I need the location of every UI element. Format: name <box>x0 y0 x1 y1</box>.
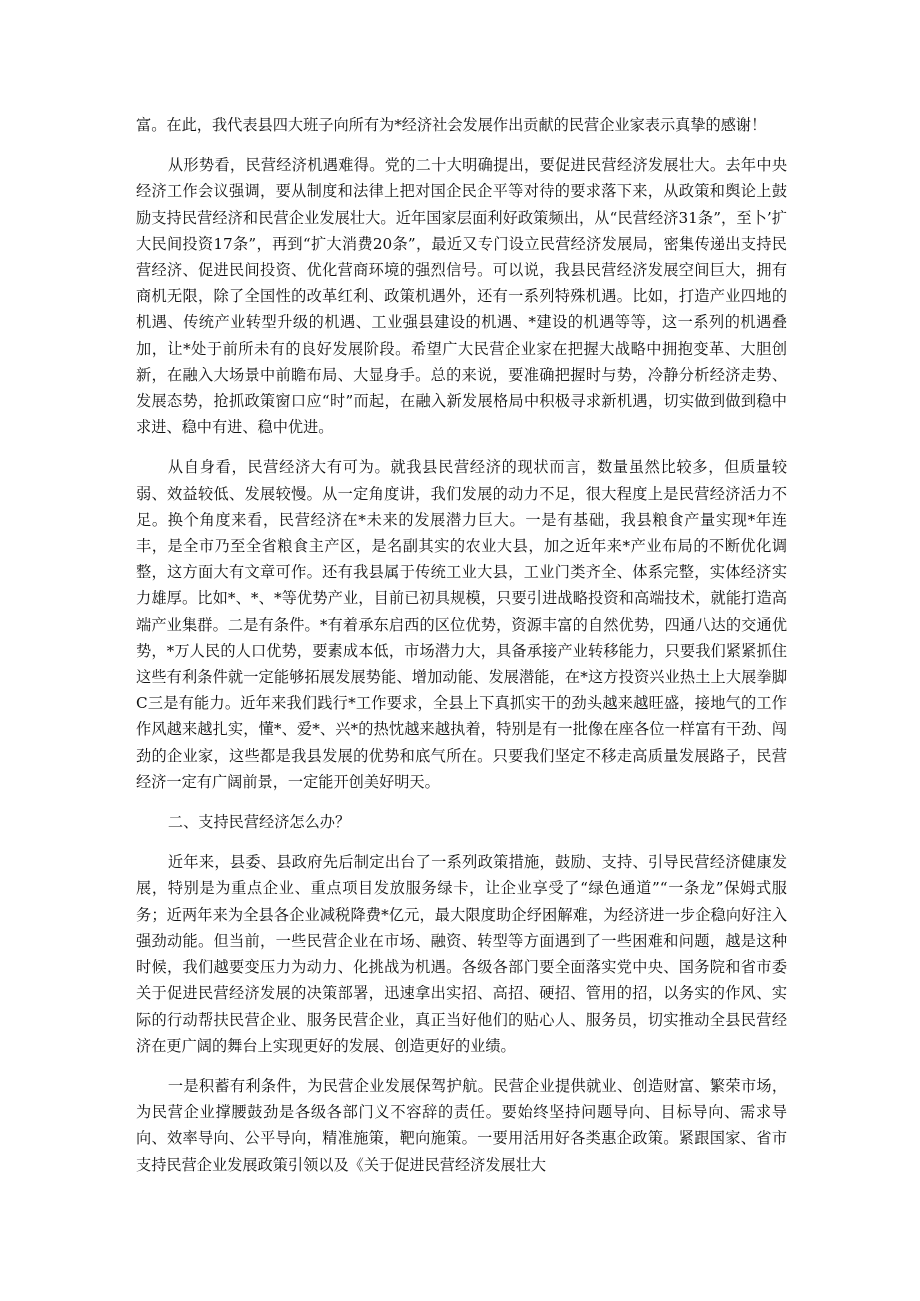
paragraph-self: 从自身看，民营经济大有可为。就我县民营经济的现状而言，数量虽然比较多，但质量较弱、效益较低、发展较慢。从一定角度讲，我们发展的动力不足，很大程度上是民营经济活力不足。换个角度来看，民营经济在*未来的发展潜力巨大。一是有基础，我县粮食产量实现*年连丰，是全市乃至全省粮食主产区，是名副其实的农业大县，加之近年来*产业布局的不断优化调整，这方面大有文章可作。还有我县属于传统工业大县，工业门类齐全、体系完整，实体经济实力雄厚。比如*、*、*等优势产业，目前已初具规模，只要引进战略投资和高端技术，就能打造高端产业集群。二是有条件。*有着承东启西的区位优势，资源丰富的自然优势，四通八达的交通优势，*万人民的人口优势，要素成本低，市场潜力大，具备承接产业转移能力，只要我们紧紧抓住这些有利条件就一定能够拓展发展势能、增加动能、发展潜能，在*这方投资兴业热土上大展拳脚C三是有能力。近年来我们践行*工作要求，全县上下真抓实干的劲头越来越旺盛，接地气的工作作风越来越扎实，懂*、爱*、兴*的热忱越来越执着，特别是有一批像在座各位一样富有干劲、闯劲的企业家，这些都是我县发展的优势和底气所在。只要我们坚定不移走高质量发展路子，民营经济一定有广阔前景，一定能开创美好明天。 <box>136 458 787 791</box>
section-heading-support: 二、支持民营经济怎么办？ <box>167 813 351 832</box>
paragraph-thanks: 富。在此，我代表县四大班子向所有为*经济社会发展作出贡献的民营企业家表示真挚的感谢！ <box>136 116 767 134</box>
paragraph-recent-policies: 近年来，县委、县政府先后制定出台了一系列政策措施，鼓励、支持、引导民营经济健康发展，特别是为重点企业、重点项目发放服务绿卡，让企业享受了“绿色通道”“一条龙”保姆式服务；近两年来为全县各企业减税降费*亿元，最大限度助企纾困解难，为经济进一步企稳向好注入强劲动能。但当前，一些民营企业在市场、融资、转型等方面遇到了一些困难和问题，越是这种时候，我们越要变压力为动力、化挑战为机遇。各级各部门要全面落实党中央、国务院和省市委关于促进民营经济发展的决策部署，迅速拿出实招、高招、硬招、管用的招，以务实的作风、实际的行动帮扶民营企业、服务民营企业，真正当好他们的贴心人、服务员，切实推动全县民营经济在更广阔的舞台上实现更好的发展、创造更好的业绩。 <box>136 853 787 1055</box>
paragraph-favorable-conditions: 一是积蓄有利条件，为民营企业发展保驾护航。民营企业提供就业、创造财富、繁荣市场，为民营企业撑腰鼓劲是各级各部门义不容辞的责任。要始终坚持问题导向、目标导向、需求导向、效率导向、公平导向，精准施策，靶向施策。一要用活用好各类惠企政策。紧跟国家、省市支持民营企业发展政策引领以及《关于促进民营经济发展壮大 <box>136 1076 787 1174</box>
document-body <box>136 112 787 1192</box>
paragraph-situation: 从形势看，民营经济机遇难得。党的二十大明确提出，要促进民营经济发展壮大。去年中央经济工作会议强调，要从制度和法律上把对国企民企平等对待的要求落下来，从政策和舆论上鼓励支持民营经济和民营企业发展壮大。近年国家层面利好政策频出，从“民营经济31条”，至卜’扩大民间投资17条”，再到“扩大消费20条”，最近又专门设立民营经济发展局，密集传递出支持民营经济、促进民间投资、优化营商环境的强烈信号。可以说，我县民营经济发展空间巨大，拥有商机无限，除了全国性的改革红利、政策机遇外，还有一系列特殊机遇。比如，打造产业四地的机遇、传统产业转型升级的机遇、工业强县建设的机遇、*建设的机遇等等，这一系列的机遇叠加，让*处于前所未有的良好发展阶段。希望广大民营企业家在把握大战略中拥抱变革、大胆创新，在融入大场景中前瞻布局、大显身手。总的来说，要准确把握时与势，冷静分析经济走势、发展态势，抢抓政策窗口应“时”而起，在融入新发展格局中积极寻求新机遇，切实做到做到稳中求进、稳中有进、稳中优进。 <box>136 156 787 437</box>
